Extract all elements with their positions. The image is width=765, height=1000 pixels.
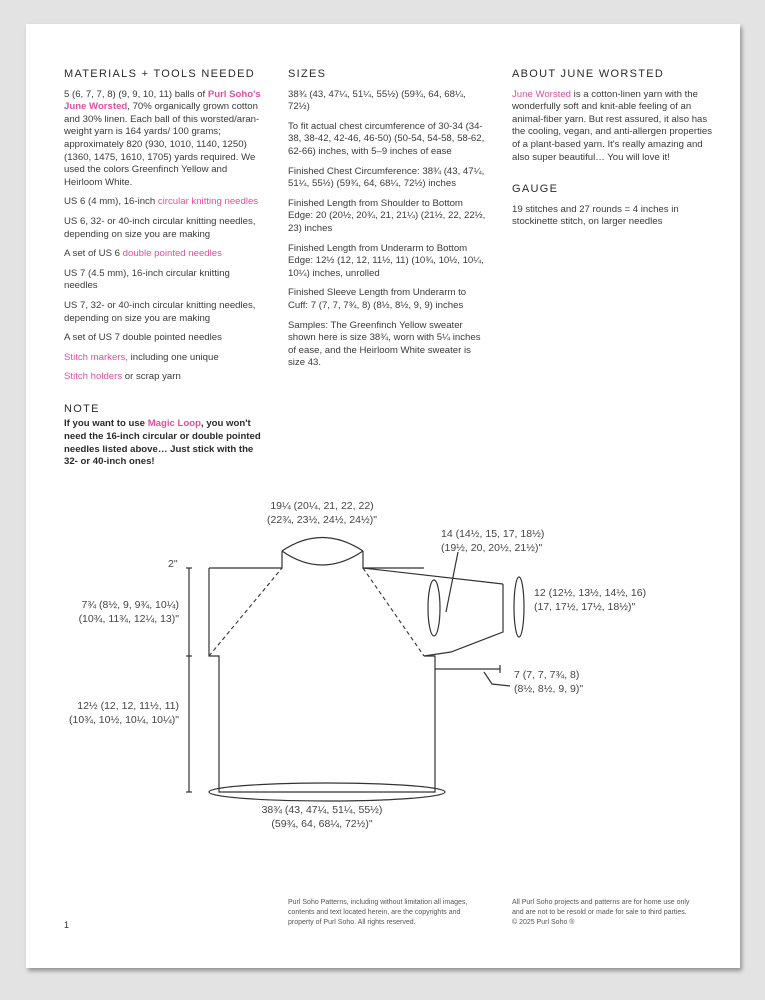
sizes-line-2: To fit actual chest circumference of 30-34 (34-38, 38-42, 42-46, 46-50) (50-54, 54-58, 58-62, 62-66) inches, with 5–9 inches of ease [288, 120, 485, 157]
copyright-line: property of Purl Soho. All rights reserved. [288, 919, 416, 926]
pattern-page [26, 24, 740, 968]
body-measure-2: (10¾, 10½, 10¼, 10¼)" [69, 714, 179, 726]
right-shoulder [363, 551, 424, 568]
yoke-measure-2: (10¾, 11¾, 12¼, 13)" [78, 613, 179, 625]
sleeve-top [363, 568, 503, 584]
sizes-line-3: Finished Chest Circumference: 38¾ (43, 47¼, 51¼, 55½) (59¾, 64, 68¼, 72½) inches [288, 165, 485, 190]
neck-measure-2: (22¾, 23½, 24½, 24½)" [267, 514, 377, 526]
sweater-schematic [26, 24, 740, 968]
usage-line: and are not to be resold or made for sale to third parties. [512, 909, 687, 916]
schematic-lines [186, 538, 524, 802]
upper-arm-leader [446, 552, 458, 612]
dpn-link[interactable]: double pointed needles [122, 248, 222, 260]
neck-measure-1: 19¼ (20¼, 21, 22, 22) [270, 500, 374, 512]
sizes-line-7: Samples: The Greenfinch Yellow sweater shown here is size 38¾, worn with 5¼ inches of ease, and the Heirloom White sweater is size 43. [288, 319, 481, 369]
neck-curve-top [282, 538, 363, 552]
sizes-heading: SIZES [288, 68, 327, 80]
cuff-measure-1: 12 (12½, 13½, 14½, 16) [534, 587, 647, 599]
about-text: is a cotton-linen yarn with the wonderfully soft and knit-able feeling of an animal-fiber yarn. But rest assured, it also has the cooling, vegan, and anti-allergen properties of a plant-based yarn. It's really amazing and also super beautiful… You will love it! [512, 88, 713, 163]
gauge-heading: GAUGE [512, 183, 559, 196]
neck-depth-measure: 2" [168, 558, 178, 570]
note-text-end: , you won't need the 16-inch circular or double pointed needles listed above… Just stick with the 32- or 40-inch ones! [64, 418, 261, 468]
cuff-measure-2: (17, 17½, 17½, 18½)" [534, 601, 636, 613]
yarn-details: , 70% organically grown cotton and 30% linen. Each ball of this worsted/aran-weight yarn is 164 yards/ 100 grams; approximately 820 (930, 1010, 1140, 1250) (1360, 1475, 1610, 1705) yards required. We used the colors Greenfinch Yellow and Heirloom White. [64, 101, 260, 188]
right-raglan [363, 568, 424, 656]
body-outline [209, 568, 435, 792]
june-worsted-link[interactable]: Purl Soho's June Worsted [64, 88, 261, 113]
stitch-markers-link[interactable]: Stitch markers, [64, 351, 128, 363]
about-heading: ABOUT JUNE WORSTED [512, 68, 665, 80]
usage-line: All Purl Soho projects and patterns are for home use only [512, 899, 690, 906]
item-text: including one unique [127, 351, 219, 363]
material-item-5: US 7, 32- or 40-inch circular knitting needles, depending on size you are making [64, 299, 256, 324]
circular-needles-link[interactable]: circular knitting needles [157, 196, 259, 208]
material-item-6: A set of US 7 double pointed needles [64, 332, 222, 344]
note-heading: NOTE [64, 402, 100, 415]
copyright-notice [288, 898, 488, 928]
sleeve-measure-2: (8½, 8½, 9, 9)" [514, 683, 584, 695]
yarn-text: 5 (6, 7, 7, 8) (9, 9, 10, 11) balls of [64, 88, 208, 100]
item-text: US 6 (4 mm), 16-inch [64, 196, 158, 208]
body-measure-1: 12½ (12, 12, 11½, 11) [77, 700, 179, 712]
upper-arm-measure-2: (19½, 20, 20½, 21½)" [441, 542, 543, 554]
sizes-line-5: Finished Length from Underarm to Bottom Edge: 12½ (12, 12, 11½, 11) (10¾, 10½, 10¼, 10¼) inches, unrolled [288, 242, 484, 279]
materials-heading: MATERIALS + TOOLS NEEDED [64, 68, 256, 80]
gauge-text: 19 stitches and 27 rounds = 4 inches in stockinette stitch, on larger needles [512, 203, 679, 228]
upper-arm-ellipse [428, 580, 440, 636]
sleeve-measure-1: 7 (7, 7, 7¾, 8) [514, 669, 580, 681]
chest-measure-2: (59¾, 64, 68¼, 72½)" [271, 818, 373, 830]
usage-notice [512, 898, 722, 928]
copyright-line: contents and text located herein, are the copyrights and [288, 909, 461, 916]
left-shoulder [209, 551, 282, 568]
left-raglan [209, 568, 282, 656]
upper-arm-measure-1: 14 (14½, 15, 17, 18½) [441, 528, 545, 540]
sleeve-bottom [424, 584, 503, 656]
stitch-holders-link[interactable]: Stitch holders [64, 371, 123, 383]
yoke-measure-1: 7¾ (8½, 9, 9¾, 10¼) [81, 599, 179, 611]
chest-measure-1: 38¾ (43, 47¼, 51¼, 55½) [261, 804, 383, 816]
sizes-line-6: Finished Sleeve Length from Underarm to Cuff: 7 (7, 7, 7¾, 8) (8½, 8½, 9, 9) inches [288, 287, 467, 311]
usage-line: © 2025 Purl Soho ® [512, 919, 575, 926]
neck-curve-bottom [282, 551, 363, 565]
item-text: or scrap yarn [122, 371, 181, 383]
cuff-ellipse [514, 577, 524, 637]
material-item-4: US 7 (4.5 mm), 16-inch circular knitting needles [64, 267, 230, 292]
item-text: A set of US 6 [64, 248, 123, 260]
page-number: 1 [64, 920, 70, 930]
copyright-line: Purl Soho Patterns, including without limitation all images, [288, 899, 468, 906]
magic-loop-link[interactable]: Magic Loop [147, 418, 201, 430]
sleeve-length-leader [484, 672, 510, 686]
raglan-lines [209, 568, 424, 656]
note-text: If you want to use [64, 418, 148, 430]
sizes-line-1: 38¾ (43, 47¼, 51¼, 55½) (59¾, 64, 68¼, 72½) [288, 88, 466, 113]
material-item-2: US 6, 32- or 40-inch circular knitting needles, depending on size you are making [64, 215, 256, 240]
june-worsted-about-link[interactable]: June Worsted [512, 88, 572, 100]
sizes-line-4: Finished Length from Shoulder to Bottom Edge: 20 (20½, 20¾, 21, 21¼) (21½, 22, 22½, 23) inches [288, 197, 486, 234]
